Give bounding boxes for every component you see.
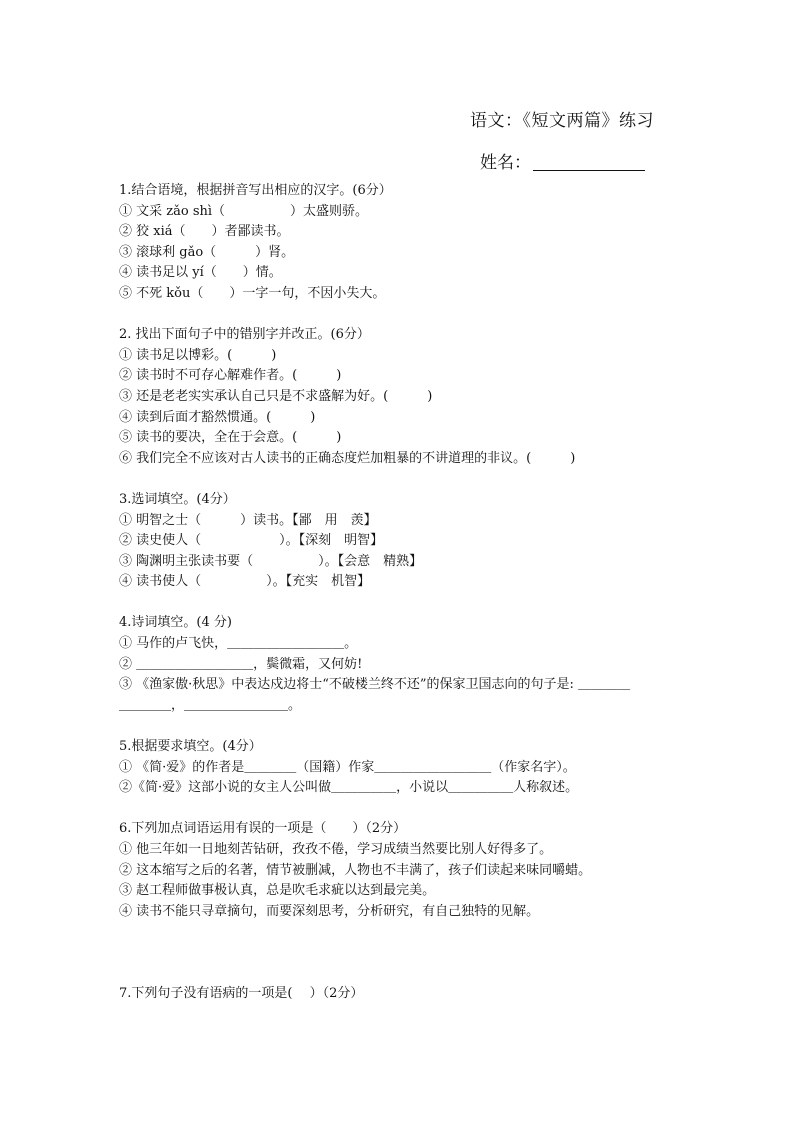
question-7 xyxy=(119,984,699,1005)
name-label: 姓名： xyxy=(480,153,531,173)
question-line: ④ 读书足以 yí（ ）情。 xyxy=(119,265,282,281)
name-blank xyxy=(533,169,645,171)
question-heading: 6.下列加点词语运用有误的一项是（ ）（2分） xyxy=(119,821,407,837)
question-line: ④ 读到后面才豁然惯通。( ) xyxy=(119,409,316,425)
question-line: ⑤ 不死 kǒu（ ）一字一句，不因小失大。 xyxy=(119,285,386,301)
question-line: ① 读书足以博彩。( ) xyxy=(119,347,277,363)
question-line: ② 狡 xiá（ ）者鄙读书。 xyxy=(119,224,290,240)
question-6 xyxy=(119,819,699,922)
question-line: ② ＿＿＿＿＿＿＿＿＿，鬓微霜，又何妨! xyxy=(119,656,363,672)
question-line: ① 明智之士（ ）读书。【鄙 用 羡】 xyxy=(119,512,377,528)
question-line: ④ 读书不能只寻章摘句，而要深刻思考，分析研究，有自己独特的见解。 xyxy=(119,903,540,919)
question-line: ④ 读书使人（ ）。【充实 机智】 xyxy=(119,574,371,590)
spacer xyxy=(119,922,699,984)
question-line: ② 这本缩写之后的名著，情节被删减，人物也不丰满了，孩子们读起来味同嚼蜡。 xyxy=(119,862,592,878)
question-line: ③ 陶渊明主张读书要（ ）。【会意 精熟】 xyxy=(119,553,423,569)
question-heading: 3.选词填空。(4分） xyxy=(119,491,236,507)
question-heading: 2. 找出下面句子中的错别字并改正。(6分） xyxy=(119,327,370,343)
question-line: ＿＿＿＿，＿＿＿＿＿＿＿＿。 xyxy=(119,697,302,713)
question-heading: 5.根据要求填空。(4分） xyxy=(119,739,262,755)
question-4 xyxy=(119,613,699,716)
question-heading: 4.诗词填空。(4 分) xyxy=(119,615,232,631)
question-1 xyxy=(119,181,699,305)
question-line: ③ 滚球利 gǎo（ ）肾。 xyxy=(119,244,295,260)
question-line: ② 读史使人（ ）。【深刻 明智】 xyxy=(119,533,384,549)
question-2 xyxy=(119,325,699,469)
question-line: ① 马作的卢飞快，＿＿＿＿＿＿＿＿＿。 xyxy=(119,636,358,652)
question-5 xyxy=(119,737,699,799)
question-line: ② 读书时不可存心解难作者。( ) xyxy=(119,368,342,384)
question-line: ③ 还是老老实实承认自己只是不求盛解为好。( ) xyxy=(119,388,433,404)
question-line: ③ 赵工程师做事极认真，总是吹毛求疵以达到最完美。 xyxy=(119,883,436,899)
question-heading: 7.下列句子没有语病的一项是( ）（2分） xyxy=(119,986,364,1002)
question-line: ③ 《渔家傲·秋思》中表达戍边将士“不破楼兰终不还”的保家卫国志向的句子是: ＿＿＿＿ xyxy=(119,677,631,693)
question-line: ① 他三年如一日地刻苦钻研，孜孜不倦，学习成绩当然要比别人好得多了。 xyxy=(119,842,553,857)
question-3 xyxy=(119,490,699,593)
questions-section xyxy=(119,181,699,1005)
name-field-row xyxy=(480,148,645,173)
question-line: ① 文采 zǎo shì（ ）太盛则骄。 xyxy=(119,203,369,219)
question-line: ⑥ 我们完全不应该对古人读书的正确态度烂加粗暴的不讲道理的非议。( ) xyxy=(119,450,576,466)
question-line: ① 《简·爱》的作者是＿＿＿＿（国籍）作家＿＿＿＿＿＿＿＿＿（作家名字）。 xyxy=(119,759,576,775)
question-line: ②《简·爱》这部小说的女主人公叫做＿＿＿＿＿，小说以＿＿＿＿＿人称叙述。 xyxy=(119,780,579,796)
question-line: ⑤ 读书的要决，全在于会意。( ) xyxy=(119,430,342,446)
question-heading: 1.结合语境，根据拼音写出相应的汉字。(6分） xyxy=(119,183,392,198)
page-title: 语文：《短文两篇》练习 xyxy=(470,111,654,131)
